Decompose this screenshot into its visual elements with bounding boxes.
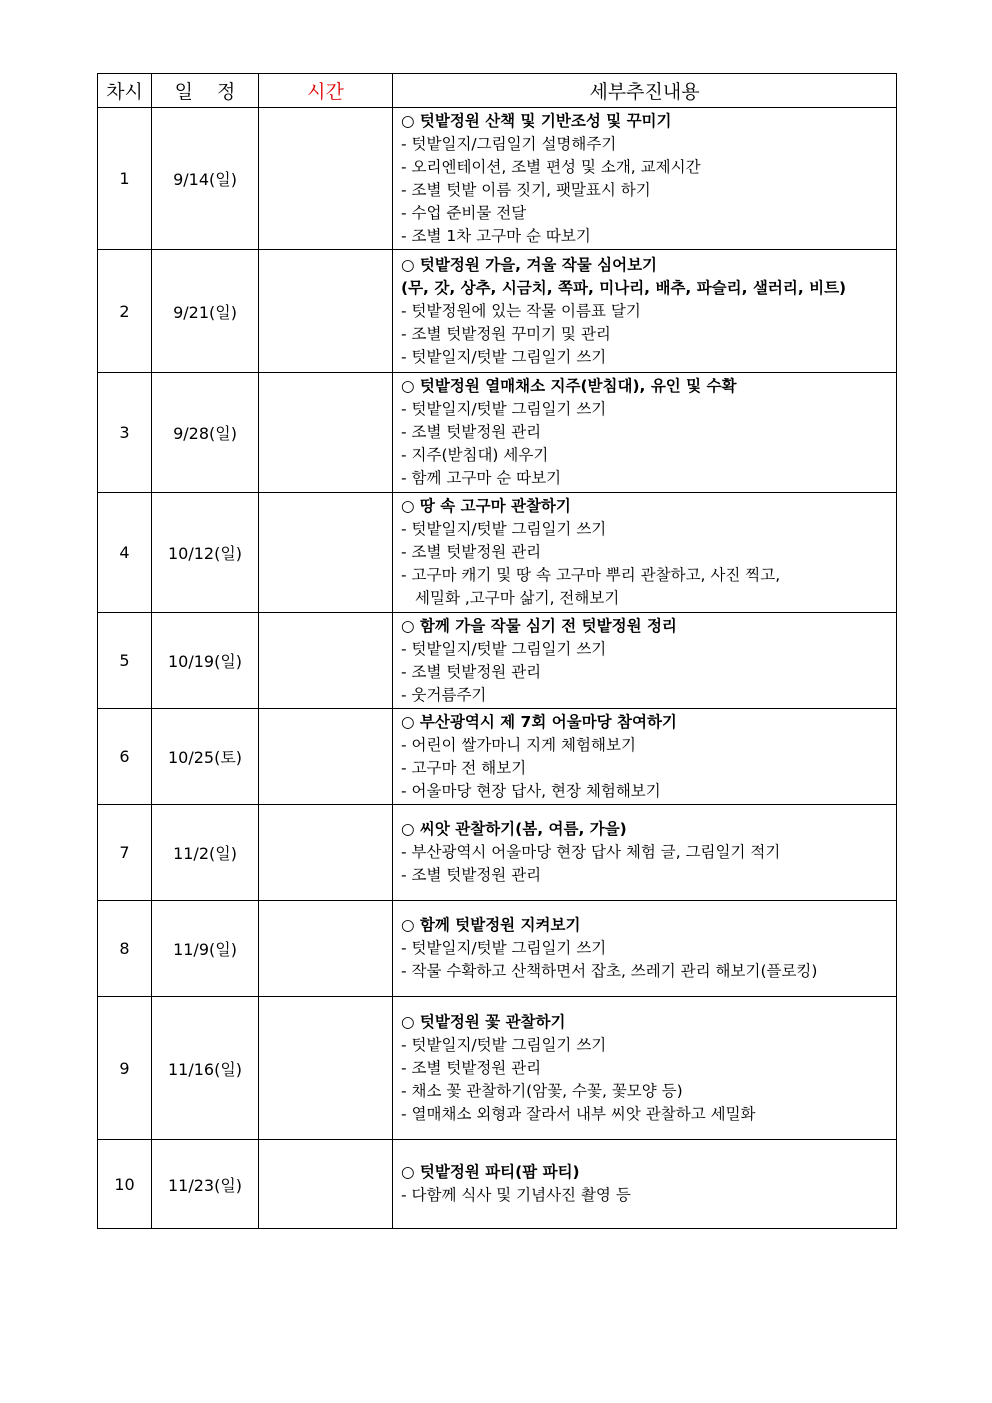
time-cell — [259, 250, 393, 373]
detail-title: ○ 텃밭정원 산책 및 기반조성 및 꾸미기 — [401, 111, 672, 130]
detail-cell — [393, 108, 897, 250]
session-cell: 2 — [98, 250, 152, 373]
date-cell: 10/19(일) — [152, 613, 259, 709]
detail-title-crops: (무, 갓, 상추, 시금치, 쪽파, 미나리, 배추, 파슬리, 샐러리, 비트) — [401, 278, 847, 297]
detail-item: - 텃밭일지/텃밭 그림일기 쓰기 — [401, 939, 607, 957]
detail-title: ○ 부산광역시 제 7회 어울마당 참여하기 — [401, 712, 677, 731]
detail-item: - 수업 준비물 전달 — [401, 203, 527, 222]
detail-cell — [393, 493, 897, 613]
detail-item: - 다함께 식사 및 기념사진 촬영 등 — [401, 1186, 631, 1204]
session-cell: 10 — [98, 1140, 152, 1229]
session-cell: 6 — [98, 709, 152, 805]
schedule-rows — [98, 108, 897, 1229]
detail-item: - 부산광역시 어울마당 현장 답사 체험 글, 그림일기 적기 — [401, 843, 781, 861]
detail-item: - 조별 텃밭정원 관리 — [401, 423, 542, 441]
time-cell — [259, 805, 393, 901]
date-cell: 11/16(일) — [152, 997, 259, 1140]
detail-item: - 조별 텃밭정원 관리 — [401, 662, 542, 681]
time-cell — [259, 997, 393, 1140]
time-cell — [259, 108, 393, 250]
detail-cell — [393, 250, 897, 373]
detail-item: - 웃거름주기 — [401, 685, 487, 704]
session-cell: 8 — [98, 901, 152, 997]
detail-cell — [393, 805, 897, 901]
table-row — [98, 613, 897, 709]
session-cell: 9 — [98, 997, 152, 1140]
time-cell — [259, 709, 393, 805]
header-row — [98, 74, 897, 108]
detail-item: - 텃밭정원에 있는 작물 이름표 달기 — [401, 301, 641, 320]
detail-item: - 조별 텃밭정원 관리 — [401, 543, 542, 561]
detail-item: - 지주(받침대) 세우기 — [401, 446, 549, 464]
header-detail: 세부추진내용 — [393, 74, 897, 108]
detail-cell — [393, 709, 897, 805]
detail-title: ○ 땅 속 고구마 관찰하기 — [401, 497, 571, 515]
date-cell: 11/2(일) — [152, 805, 259, 901]
date-cell: 11/23(일) — [152, 1140, 259, 1229]
detail-item: - 채소 꽃 관찰하기(암꽃, 수꽃, 꽃모양 등) — [401, 1081, 683, 1100]
detail-item: - 함께 고구마 순 따보기 — [401, 469, 562, 487]
detail-title: ○ 함께 가을 작물 심기 전 텃밭정원 정리 — [401, 616, 677, 635]
detail-item: - 고구마 캐기 및 땅 속 고구마 뿌리 관찰하고, 사진 찍고, — [401, 566, 781, 584]
date-cell: 9/21(일) — [152, 250, 259, 373]
detail-item: - 작물 수확하고 산책하면서 잡초, 쓰레기 관리 해보기(플로킹) — [401, 962, 818, 980]
time-cell — [259, 1140, 393, 1229]
detail-item: - 텃밭일지/텃밭 그림일기 쓰기 — [401, 1035, 607, 1054]
table-row — [98, 997, 897, 1140]
detail-item: - 텃밭일지/텃밭 그림일기 쓰기 — [401, 347, 607, 366]
detail-item: - 조별 1차 고구마 순 따보기 — [401, 226, 591, 245]
detail-title: ○ 텃밭정원 열매채소 지주(받침대), 유인 및 수확 — [401, 377, 737, 395]
detail-title: ○ 텃밭정원 꽃 관찰하기 — [401, 1012, 566, 1031]
date-cell: 9/14(일) — [152, 108, 259, 250]
detail-item: - 텃밭일지/텃밭 그림일기 쓰기 — [401, 400, 607, 418]
table-row — [98, 709, 897, 805]
time-cell — [259, 373, 393, 493]
time-cell — [259, 493, 393, 613]
detail-item: - 고구마 전 해보기 — [401, 758, 527, 777]
table-row — [98, 108, 897, 250]
header-session: 차시 — [98, 74, 152, 108]
detail-item: - 텃밭일지/그림일기 설명해주기 — [401, 134, 617, 153]
session-cell: 3 — [98, 373, 152, 493]
detail-item: - 조별 텃밭 이름 짓기, 팻말표시 하기 — [401, 180, 651, 199]
detail-cell — [393, 901, 897, 997]
date-cell: 10/12(일) — [152, 493, 259, 613]
table-row — [98, 373, 897, 493]
date-cell: 11/9(일) — [152, 901, 259, 997]
detail-item: - 텃밭일지/텃밭 그림일기 쓰기 — [401, 639, 607, 658]
time-cell — [259, 901, 393, 997]
detail-cell — [393, 613, 897, 709]
detail-title: ○ 씨앗 관찰하기(봄, 여름, 가을) — [401, 820, 627, 838]
date-cell: 10/25(토) — [152, 709, 259, 805]
table-row — [98, 1140, 897, 1229]
table-row — [98, 493, 897, 613]
schedule-table — [97, 73, 897, 1229]
detail-item: - 조별 텃밭정원 관리 — [401, 866, 542, 884]
session-cell: 5 — [98, 613, 152, 709]
detail-item: - 텃밭일지/텃밭 그림일기 쓰기 — [401, 520, 607, 538]
time-cell — [259, 613, 393, 709]
session-cell: 4 — [98, 493, 152, 613]
detail-item: - 어울마당 현장 답사, 현장 체험해보기 — [401, 781, 661, 800]
header-date: 일 정 — [152, 74, 259, 108]
date-cell: 9/28(일) — [152, 373, 259, 493]
detail-item: - 열매채소 외형과 잘라서 내부 씨앗 관찰하고 세밀화 — [401, 1104, 756, 1123]
detail-title: ○ 텃밭정원 가을, 겨울 작물 심어보기 — [401, 255, 658, 274]
detail-cell — [393, 997, 897, 1140]
table-row — [98, 805, 897, 901]
session-cell: 7 — [98, 805, 152, 901]
detail-item: - 오리엔테이션, 조별 편성 및 소개, 교제시간 — [401, 157, 701, 176]
detail-cell — [393, 373, 897, 493]
detail-item: - 조별 텃밭정원 꾸미기 및 관리 — [401, 324, 611, 343]
header-time: 시간 — [259, 74, 393, 108]
table-row — [98, 901, 897, 997]
detail-item-continued: 세밀화 ,고구마 삶기, 전해보기 — [415, 589, 620, 607]
detail-title: ○ 텃밭정원 파티(팜 파티) — [401, 1163, 580, 1181]
session-cell: 1 — [98, 108, 152, 250]
table-row — [98, 250, 897, 373]
detail-item: - 조별 텃밭정원 관리 — [401, 1058, 542, 1077]
detail-title: ○ 함께 텃밭정원 지켜보기 — [401, 916, 581, 934]
detail-cell — [393, 1140, 897, 1229]
detail-item: - 어린이 쌀가마니 지게 체험해보기 — [401, 735, 636, 754]
